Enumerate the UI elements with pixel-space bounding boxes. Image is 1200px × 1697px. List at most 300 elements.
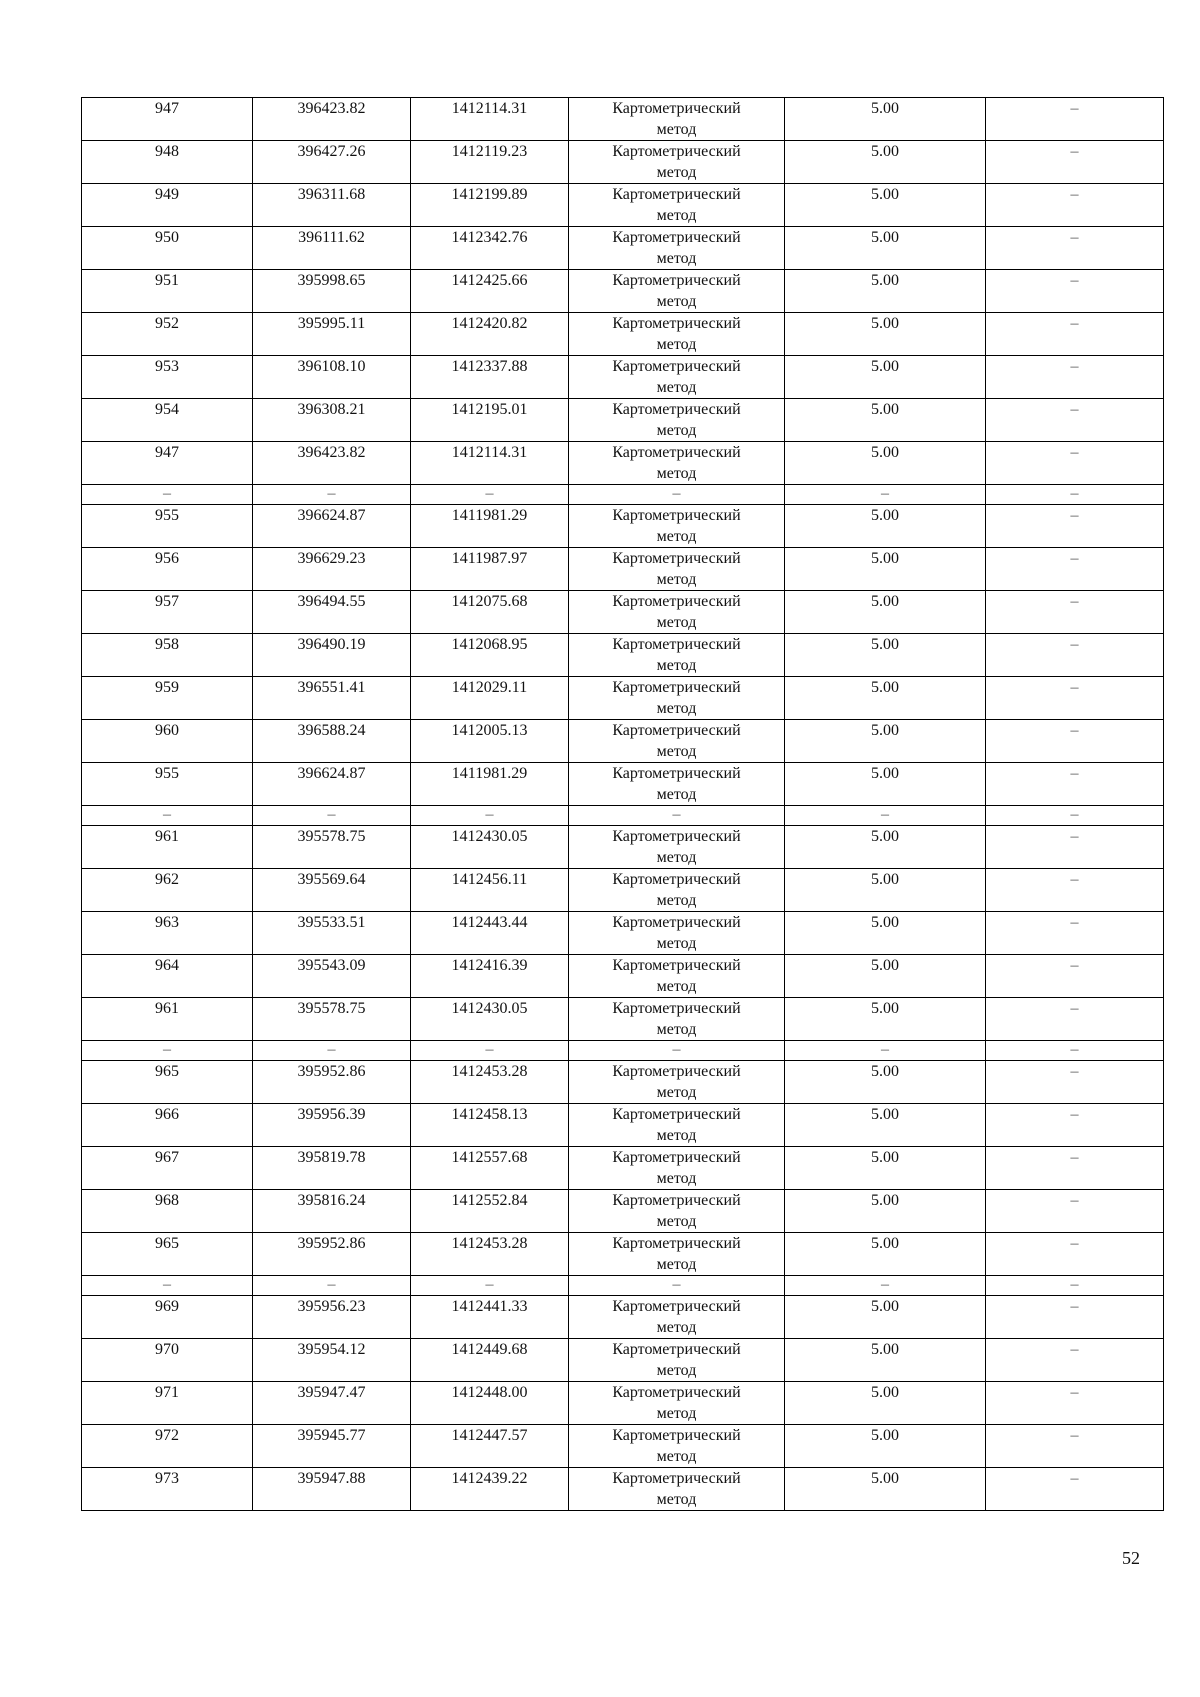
point-number-cell [82,1339,253,1382]
accuracy-cell [785,591,986,634]
cell-text: – [1070,143,1079,160]
table-row [82,184,1164,227]
table-row [82,227,1164,270]
y-coordinate-cell [411,720,569,763]
method-cell [569,826,785,869]
accuracy-cell [785,98,986,141]
cell-text: 1412453.28 [451,1063,528,1080]
cell-text: 955 [155,507,179,524]
y-coordinate-cell [411,912,569,955]
table-row [82,141,1164,184]
method-line-2: метод [656,1448,697,1465]
cell-text: 5.00 [871,593,899,610]
cell-text: 5.00 [871,636,899,653]
method-cell [569,485,785,505]
method-cell [569,763,785,806]
y-coordinate-cell [411,1041,569,1061]
table-row [82,869,1164,912]
cell-text: – [1070,1063,1079,1080]
description-cell [986,634,1164,677]
point-number-cell [82,1104,253,1147]
table-row [82,677,1164,720]
cell-text: 947 [155,100,179,117]
x-coordinate-cell [253,720,411,763]
y-coordinate-cell [411,141,569,184]
method-cell [569,442,785,485]
point-number-cell [82,184,253,227]
table-row [82,1339,1164,1382]
method-cell [569,806,785,826]
cell-text: 1412199.89 [451,186,528,203]
separator-row [82,1041,1164,1061]
cell-text: 950 [155,229,179,246]
method-line-2: метод [656,1170,697,1187]
x-coordinate-cell [253,1190,411,1233]
cell-text: 972 [155,1427,179,1444]
y-coordinate-cell [411,806,569,826]
description-cell [986,548,1164,591]
cell-text: – [1070,806,1079,823]
table-row [82,442,1164,485]
method-line-2: метод [656,1021,697,1038]
cell-text: – [1070,1341,1079,1358]
accuracy-cell [785,313,986,356]
method-line-1: Картометрический [612,765,741,782]
cell-text: 395569.64 [297,871,366,888]
method-cell [569,1041,785,1061]
method-line-2: метод [656,1362,697,1379]
accuracy-cell [785,634,986,677]
accuracy-cell [785,270,986,313]
x-coordinate-cell [253,184,411,227]
cell-text: – [163,1276,171,1293]
page-number: 52 [1122,1548,1140,1568]
method-cell [569,634,785,677]
method-line-1: Картометрический [612,507,741,524]
method-line-2: метод [656,935,697,952]
y-coordinate-cell [411,1382,569,1425]
y-coordinate-cell [411,634,569,677]
x-coordinate-cell [253,1468,411,1511]
cell-text: – [327,1276,336,1293]
y-coordinate-cell [411,442,569,485]
table-row [82,912,1164,955]
cell-text: – [1070,636,1079,653]
cell-text: – [1070,765,1079,782]
description-cell [986,313,1164,356]
method-line-2: метод [656,1405,697,1422]
table-row [82,998,1164,1041]
cell-text: 5.00 [871,1000,899,1017]
y-coordinate-cell [411,270,569,313]
y-coordinate-cell [411,826,569,869]
cell-text: 5.00 [871,186,899,203]
table-row [82,634,1164,677]
table-row [82,1296,1164,1339]
method-line-1: Картометрический [612,1000,741,1017]
y-coordinate-cell [411,1061,569,1104]
cell-text: – [1070,485,1079,502]
cell-text: 396108.10 [297,358,366,375]
method-cell [569,184,785,227]
accuracy-cell [785,1425,986,1468]
x-coordinate-cell [253,1104,411,1147]
description-cell [986,442,1164,485]
point-number-cell [82,826,253,869]
method-line-1: Картометрический [612,679,741,696]
cell-text: 1412447.57 [451,1427,528,1444]
cell-text: 1412075.68 [451,593,528,610]
table-row [82,313,1164,356]
cell-text: – [1070,507,1079,524]
cell-text: – [1070,444,1079,461]
method-cell [569,1233,785,1276]
cell-text: 396588.24 [297,722,366,739]
cell-text: 1412005.13 [451,722,528,739]
method-line-1: Картометрический [612,229,741,246]
description-cell [986,1190,1164,1233]
method-line-2: метод [656,614,697,631]
cell-text: 1412552.84 [451,1192,528,1209]
cell-text: 1411987.97 [451,550,528,567]
cell-text: – [485,806,494,823]
description-cell [986,955,1164,998]
method-cell [569,1468,785,1511]
y-coordinate-cell [411,1233,569,1276]
method-cell [569,1061,785,1104]
x-coordinate-cell [253,826,411,869]
accuracy-cell [785,1233,986,1276]
accuracy-cell [785,442,986,485]
cell-text: – [672,806,681,823]
cell-text: 1412456.11 [451,871,528,888]
y-coordinate-cell [411,677,569,720]
cell-text: 395995.11 [297,315,366,332]
description-cell [986,1468,1164,1511]
x-coordinate-cell [253,1382,411,1425]
cell-text: 1412453.28 [451,1235,528,1252]
method-line-1: Картометрический [612,315,741,332]
cell-text: 1411981.29 [451,507,528,524]
y-coordinate-cell [411,1190,569,1233]
accuracy-cell [785,826,986,869]
y-coordinate-cell [411,184,569,227]
method-line-2: метод [656,422,697,439]
cell-text: 970 [155,1341,179,1358]
y-coordinate-cell [411,998,569,1041]
method-cell [569,912,785,955]
cell-text: 395956.39 [297,1106,366,1123]
point-number-cell [82,548,253,591]
point-number-cell [82,955,253,998]
x-coordinate-cell [253,763,411,806]
cell-text: 5.00 [871,871,899,888]
description-cell [986,998,1164,1041]
method-cell [569,869,785,912]
description-cell [986,1104,1164,1147]
cell-text: 948 [155,143,179,160]
cell-text: – [327,806,336,823]
accuracy-cell [785,399,986,442]
method-line-2: метод [656,250,697,267]
y-coordinate-cell [411,869,569,912]
x-coordinate-cell [253,356,411,399]
cell-text: 1412337.88 [451,358,528,375]
cell-text: 5.00 [871,1341,899,1358]
method-line-2: метод [656,849,697,866]
point-number-cell [82,634,253,677]
cell-text: – [163,485,171,502]
point-number-cell [82,485,253,505]
cell-text: – [1070,100,1079,117]
cell-text: 963 [155,914,179,931]
cell-text: 5.00 [871,679,899,696]
cell-text: 1412430.05 [451,828,528,845]
accuracy-cell [785,227,986,270]
cell-text: – [881,1276,889,1293]
point-number-cell [82,1468,253,1511]
cell-text: – [327,1041,336,1058]
x-coordinate-cell [253,227,411,270]
cell-text: 1412448.00 [451,1384,528,1401]
table-body [82,98,1164,1511]
cell-text: – [485,1276,494,1293]
cell-text: 5.00 [871,100,899,117]
cell-text: – [1070,914,1079,931]
cell-text: 5.00 [871,1106,899,1123]
cell-text: 971 [155,1384,179,1401]
point-number-cell [82,313,253,356]
y-coordinate-cell [411,485,569,505]
x-coordinate-cell [253,1061,411,1104]
cell-text: 957 [155,593,179,610]
y-coordinate-cell [411,1296,569,1339]
method-line-2: метод [656,1127,697,1144]
cell-text: 5.00 [871,1235,899,1252]
cell-text: 5.00 [871,507,899,524]
cell-text: – [1070,550,1079,567]
description-cell [986,399,1164,442]
cell-text: 395952.86 [297,1063,366,1080]
table-row [82,826,1164,869]
cell-text: 1412441.33 [451,1298,528,1315]
cell-text: 5.00 [871,401,899,418]
method-line-2: метод [656,1213,697,1230]
description-cell [986,806,1164,826]
method-line-1: Картометрический [612,401,741,418]
accuracy-cell [785,1104,986,1147]
cell-text: 967 [155,1149,179,1166]
cell-text: 964 [155,957,179,974]
cell-text: – [1070,186,1079,203]
cell-text: 395578.75 [297,828,366,845]
accuracy-cell [785,548,986,591]
cell-text: 961 [155,828,179,845]
cell-text: 396494.55 [297,593,366,610]
method-line-1: Картометрический [612,593,741,610]
cell-text: 396629.23 [297,550,366,567]
cell-text: 965 [155,1235,179,1252]
x-coordinate-cell [253,505,411,548]
x-coordinate-cell [253,998,411,1041]
method-cell [569,1296,785,1339]
cell-text: 956 [155,550,179,567]
cell-text: 395543.09 [297,957,366,974]
cell-text: – [1070,315,1079,332]
accuracy-cell [785,1296,986,1339]
y-coordinate-cell [411,1468,569,1511]
cell-text: 396427.26 [297,143,366,160]
x-coordinate-cell [253,313,411,356]
cell-text: – [672,485,681,502]
method-line-1: Картометрический [612,914,741,931]
method-line-1: Картометрический [612,1470,741,1487]
cell-text: 395578.75 [297,1000,366,1017]
method-line-1: Картометрический [612,1106,741,1123]
description-cell [986,1425,1164,1468]
accuracy-cell [785,806,986,826]
cell-text: 396308.21 [297,401,366,418]
description-cell [986,505,1164,548]
method-cell [569,1147,785,1190]
cell-text: – [1070,593,1079,610]
y-coordinate-cell [411,1339,569,1382]
point-number-cell [82,227,253,270]
method-line-2: метод [656,164,697,181]
cell-text: 5.00 [871,550,899,567]
cell-text: 5.00 [871,828,899,845]
method-line-2: метод [656,1491,697,1508]
y-coordinate-cell [411,591,569,634]
x-coordinate-cell [253,1147,411,1190]
x-coordinate-cell [253,912,411,955]
accuracy-cell [785,485,986,505]
y-coordinate-cell [411,505,569,548]
cell-text: 1412443.44 [451,914,528,931]
method-cell [569,313,785,356]
y-coordinate-cell [411,1104,569,1147]
method-line-2: метод [656,743,697,760]
cell-text: 5.00 [871,315,899,332]
accuracy-cell [785,763,986,806]
method-line-1: Картометрический [612,1427,741,1444]
y-coordinate-cell [411,955,569,998]
description-cell [986,1233,1164,1276]
y-coordinate-cell [411,763,569,806]
x-coordinate-cell [253,270,411,313]
x-coordinate-cell [253,98,411,141]
method-cell [569,591,785,634]
cell-text: 947 [155,444,179,461]
description-cell [986,1276,1164,1296]
x-coordinate-cell [253,442,411,485]
cell-text: 949 [155,186,179,203]
cell-text: – [1070,272,1079,289]
x-coordinate-cell [253,141,411,184]
cell-text: – [485,1041,494,1058]
cell-text: 395533.51 [297,914,366,931]
table-row [82,505,1164,548]
point-number-cell [82,1276,253,1296]
cell-text: – [1070,722,1079,739]
cell-text: – [1070,1000,1079,1017]
method-line-1: Картометрический [612,1298,741,1315]
point-number-cell [82,356,253,399]
cell-text: 5.00 [871,1298,899,1315]
table-row [82,763,1164,806]
cell-text: 1412439.22 [451,1470,528,1487]
cell-text: 5.00 [871,914,899,931]
accuracy-cell [785,505,986,548]
point-number-cell [82,1147,253,1190]
point-number-cell [82,912,253,955]
cell-text: 951 [155,272,179,289]
cell-text: 1412420.82 [451,315,528,332]
method-line-2: метод [656,1319,697,1336]
x-coordinate-cell [253,955,411,998]
cell-text: – [672,1041,681,1058]
cell-text: 968 [155,1192,179,1209]
cell-text: – [1070,1276,1079,1293]
cell-text: 395945.77 [297,1427,366,1444]
x-coordinate-cell [253,591,411,634]
x-coordinate-cell [253,1276,411,1296]
description-cell [986,356,1164,399]
separator-row [82,485,1164,505]
cell-text: 965 [155,1063,179,1080]
cell-text: – [1070,1235,1079,1252]
table-row [82,1382,1164,1425]
cell-text: – [1070,401,1079,418]
y-coordinate-cell [411,356,569,399]
method-line-2: метод [656,336,697,353]
y-coordinate-cell [411,98,569,141]
cell-text: – [485,485,494,502]
method-line-2: метод [656,293,697,310]
table-row [82,548,1164,591]
x-coordinate-cell [253,1041,411,1061]
cell-text: 1412458.13 [451,1106,528,1123]
cell-text: – [881,1041,889,1058]
description-cell [986,1061,1164,1104]
method-line-2: метод [656,571,697,588]
description-cell [986,270,1164,313]
cell-text: 1412425.66 [451,272,528,289]
table-row [82,1468,1164,1511]
cell-text: 5.00 [871,444,899,461]
method-line-1: Картометрический [612,871,741,888]
method-line-1: Картометрический [612,1341,741,1358]
cell-text: 961 [155,1000,179,1017]
description-cell [986,1041,1164,1061]
description-cell [986,1296,1164,1339]
point-number-cell [82,1190,253,1233]
table-row [82,1233,1164,1276]
method-line-1: Картометрический [612,1235,741,1252]
accuracy-cell [785,1339,986,1382]
y-coordinate-cell [411,227,569,270]
cell-text: – [1070,1384,1079,1401]
method-cell [569,227,785,270]
method-line-2: метод [656,207,697,224]
cell-text: – [672,1276,681,1293]
method-line-1: Картометрический [612,1063,741,1080]
point-number-cell [82,998,253,1041]
table-row [82,1190,1164,1233]
method-line-1: Картометрический [612,1192,741,1209]
cell-text: – [1070,1106,1079,1123]
method-line-1: Картометрический [612,828,741,845]
